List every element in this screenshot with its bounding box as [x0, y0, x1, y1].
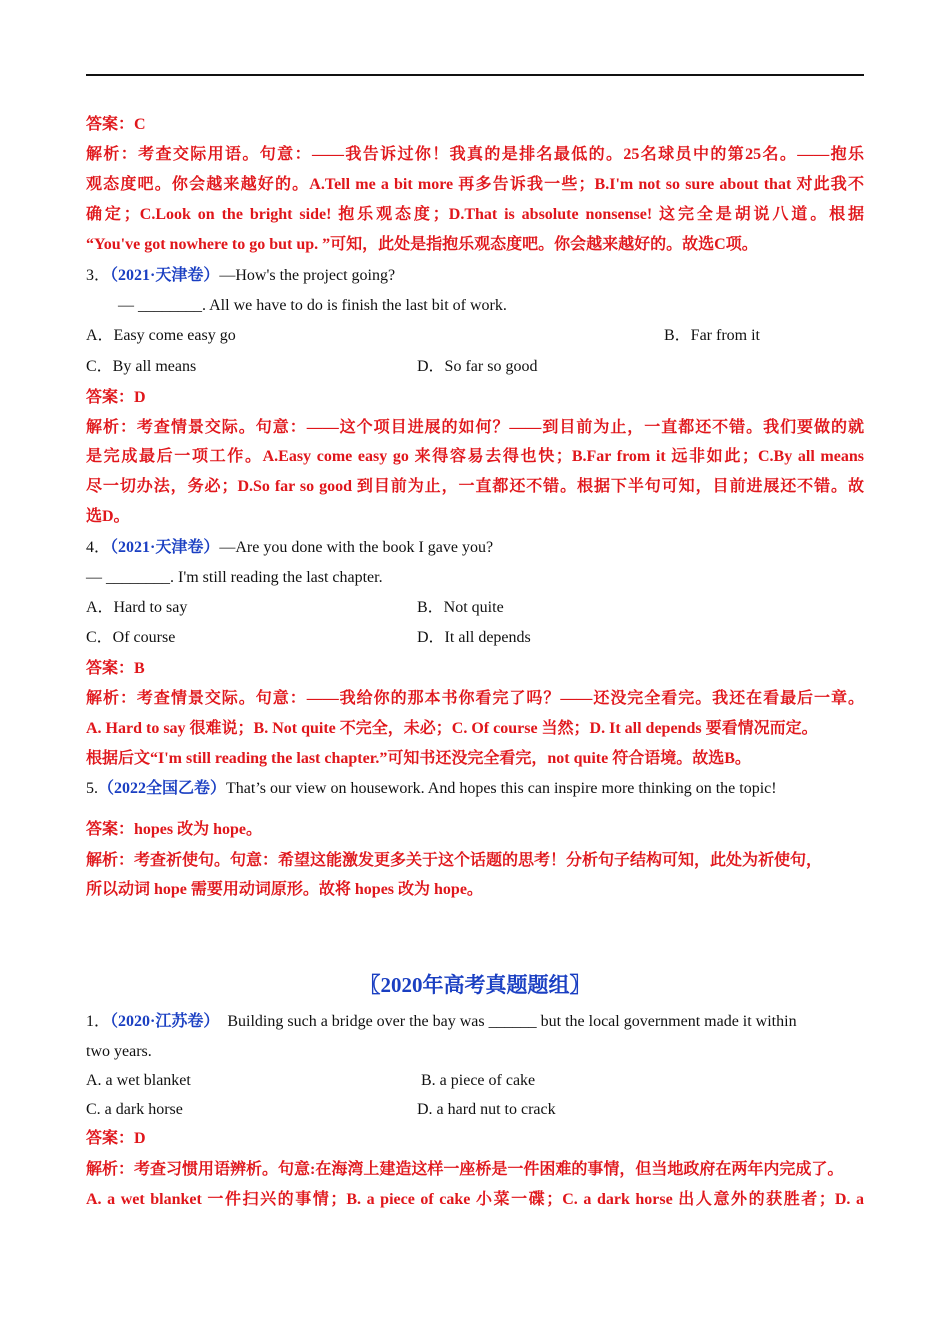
option-3c: C．By all means: [86, 358, 197, 375]
analysis-q3-line3: 尽一切办法，务必；D.So far so good 到目前为止，一直都还不错。根据下半句可知，目前进展还不错。故: [86, 478, 864, 495]
option-2020-1a: A. a wet blanket: [86, 1072, 191, 1089]
analysis-q5-line2: 所以动词 hope 需要用动词原形。故将 hopes 改为 hope。: [86, 881, 483, 898]
analysis-q3-line2: 是完成最后一项工作。A.Easy come easy go 来得容易去得也快；B.Far from it 远非如此；C.By all means: [86, 448, 864, 465]
question-5: [86, 778, 777, 800]
question-stem: —How's the project going?: [219, 267, 396, 284]
question-stem: —Are you done with the book I gave you?: [219, 539, 494, 556]
option-2020-1d: D. a hard nut to crack: [417, 1101, 556, 1118]
question-source: （2020·江苏卷）: [110, 1013, 220, 1030]
question-stem: That’s our view on housework. And hopes this can inspire more thinking on the topic!: [226, 780, 777, 797]
analysis-q4-line1: 解析：考查情景交际。句意：——我给你的那本书你看完了吗？——还没完全看完。我还在看最后一章。: [86, 690, 864, 707]
option-3a: A．Easy come easy go: [86, 327, 236, 344]
answer-q4: 答案：B: [86, 660, 145, 677]
analysis-q4-line2: A. Hard to say 很难说；B. Not quite 不完全，未必；C. Of course 当然；D. It all depends 要看情况而定。: [86, 720, 818, 737]
analysis-q3-line4: 选D。: [86, 508, 130, 525]
analysis-2020-q1-line1: 解析：考查习惯用语辨析。句意:在海湾上建造这样一座桥是一件困难的事情，但当地政府在两年内完成了。: [86, 1161, 844, 1178]
analysis-2020-q1-line2: A. a wet blanket 一件扫兴的事情；B. a piece of cake 小菜一碟；C. a dark horse 出人意外的获胜者；D. a: [86, 1191, 864, 1208]
analysis-q5-line1: 解析：考查祈使句。句意：希望这能激发更多关于这个话题的思考！分析句子结构可知，此处为祈使句，: [86, 852, 823, 869]
question-stem: Building such a bridge over the bay was ______ but the local government made it within: [219, 1013, 797, 1030]
question-3-reply: — ________. All we have to do is finish the last bit of work.: [118, 297, 507, 314]
question-4-reply: — ________. I'm still reading the last chapter.: [86, 569, 383, 586]
answer-q2: 答案：C: [86, 116, 146, 133]
question-number: 4．: [86, 539, 111, 556]
analysis-q3-line1: 解析：考查情景交际。句意：——这个项目进展的如何？——到目前为止，一直都还不错。我们要做的就: [86, 419, 864, 436]
analysis-q2-line2: 观态度吧。你会越来越好的。A.Tell me a bit more 再多告诉我一些；B.I'm not so sure about that 对此我不: [86, 176, 864, 193]
option-4a: A．Hard to say: [86, 599, 188, 616]
analysis-q2-line4: “You've got nowhere to go but up. ”可知，此处是指抱乐观态度吧。你会越来越好的。故选C项。: [86, 236, 758, 253]
option-4d: D．It all depends: [417, 629, 531, 646]
question-source: （2021·天津卷）: [110, 267, 220, 284]
answer-q5: 答案：hopes 改为 hope。: [86, 821, 263, 838]
option-3b: B．Far from it: [664, 327, 760, 344]
question-4: [86, 537, 493, 559]
option-2020-1c: C. a dark horse: [86, 1101, 183, 1118]
question-source: （2022全国乙卷）: [98, 780, 227, 797]
analysis-q2-line3: 确定；C.Look on the bright side! 抱乐观态度；D.That is absolute nonsense! 这完全是胡说八道。根据: [86, 206, 864, 223]
question-number: 3．: [86, 267, 111, 284]
option-4b: B．Not quite: [417, 599, 504, 616]
question-number: 1．: [86, 1013, 111, 1030]
option-3d: D．So far so good: [417, 358, 538, 375]
analysis-q2-line1: 解析：考查交际用语。句意：——我告诉过你！我真的是排名最低的。25名球员中的第25名。——抱乐: [86, 146, 864, 163]
question-3: [86, 265, 395, 287]
header-rule: [86, 74, 864, 76]
answer-q3: 答案：D: [86, 389, 146, 406]
section-title: 〖2020年高考真题题组〗: [359, 973, 591, 997]
analysis-q4-line3: 根据后文“I'm still reading the last chapter.”可知书还没完全看完，not quite 符合语境。故选B。: [86, 750, 751, 767]
question-2020-1-cont: two years.: [86, 1043, 152, 1060]
answer-2020-q1: 答案：D: [86, 1130, 146, 1147]
question-number: 5.: [86, 780, 98, 797]
question-source: （2021·天津卷）: [110, 539, 220, 556]
option-4c: C．Of course: [86, 629, 176, 646]
question-2020-1: [86, 1011, 797, 1033]
option-2020-1b: B. a piece of cake: [421, 1072, 536, 1089]
